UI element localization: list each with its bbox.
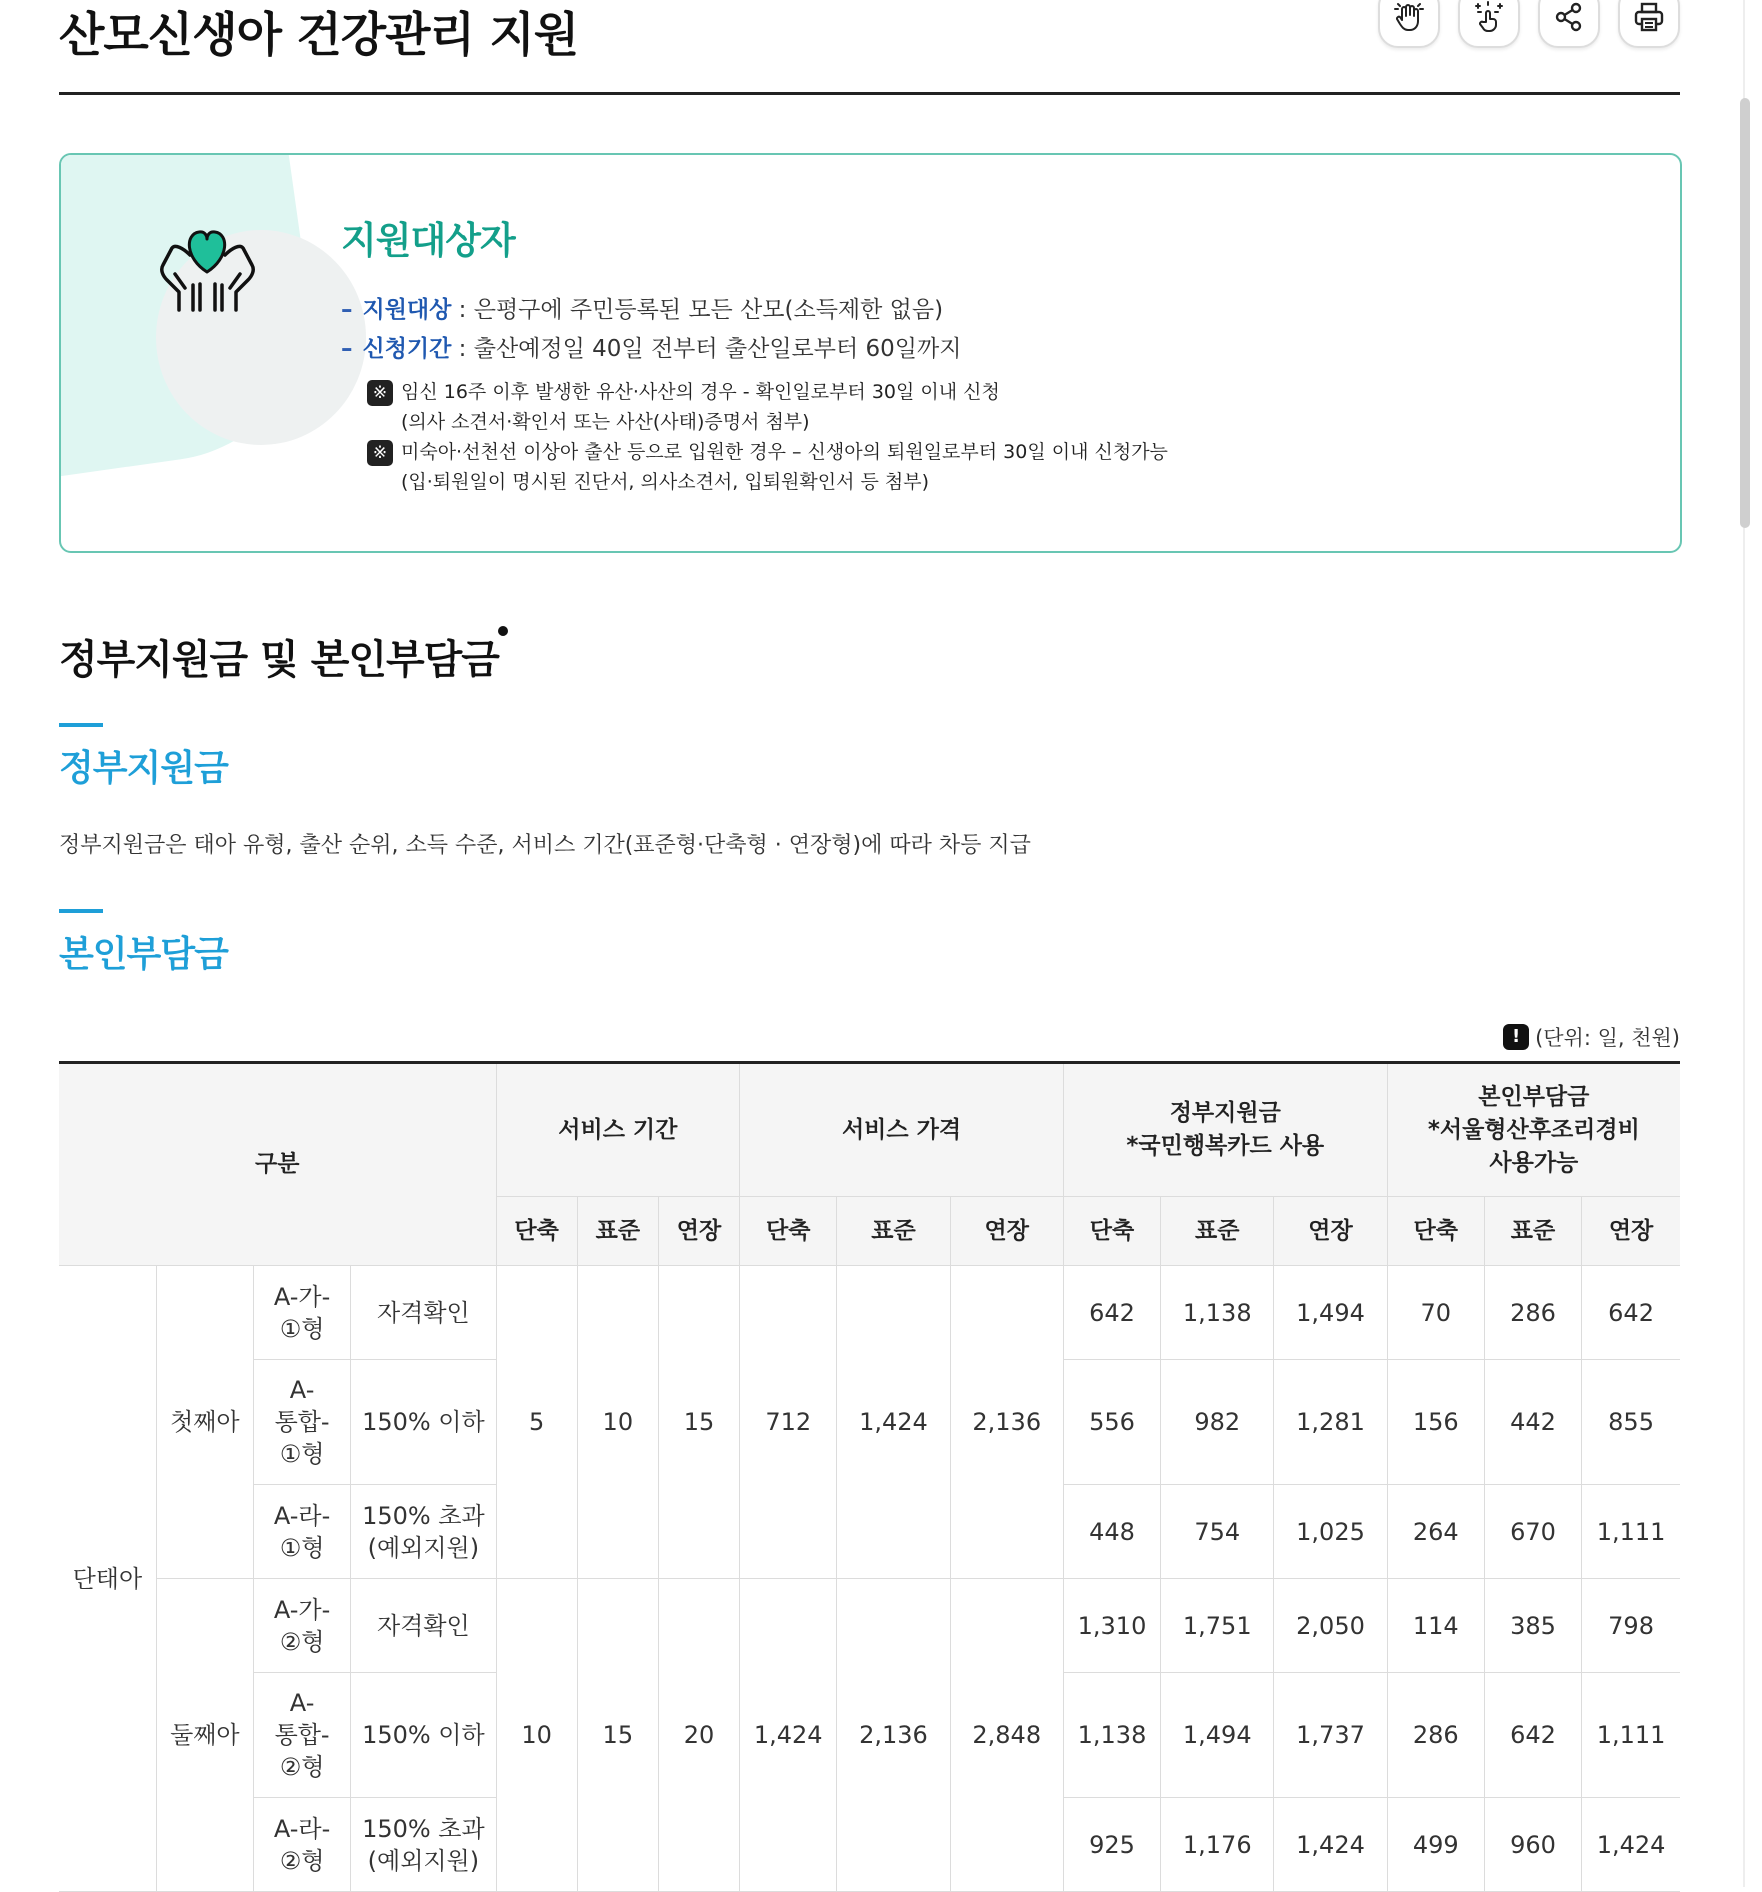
price-cell: 2,848: [950, 1579, 1063, 1892]
toolbar: [1378, 0, 1680, 48]
income-cell: 150% 이하: [351, 1673, 496, 1798]
period-cell: 5: [496, 1266, 577, 1579]
self-cell: 385: [1484, 1579, 1581, 1673]
print-button[interactable]: [1618, 0, 1680, 48]
birth-order-cell: 첫째아: [156, 1266, 253, 1579]
self-cell: 1,111: [1582, 1485, 1680, 1579]
income-cell: 150% 이하: [351, 1360, 496, 1485]
self-cell: 442: [1484, 1360, 1581, 1485]
support-target-item: [341, 291, 943, 324]
subheader-cell: 단축: [1063, 1197, 1160, 1266]
header-service-price: 서비스 가격: [740, 1063, 1064, 1197]
self-cell: 1,424: [1582, 1798, 1680, 1892]
note-line: (의사 소견서·확인서 또는 사산(사태)증명서 첨부): [401, 411, 810, 433]
self-cell: 499: [1387, 1798, 1484, 1892]
gov-cell: 448: [1063, 1485, 1160, 1579]
gov-cell: 1,138: [1161, 1266, 1274, 1360]
fetus-type-cell: 단태아: [59, 1266, 156, 1892]
hand-button[interactable]: [1378, 0, 1440, 48]
period-cell: 10: [496, 1579, 577, 1892]
note-line: 미숙아·선천선 이상아 출산 등으로 입원한 경우 – 신생아의 퇴원일로부터 30일 이내 신청가능: [401, 441, 1168, 463]
gov-cell: 1,138: [1063, 1673, 1160, 1798]
self-cell: 264: [1387, 1485, 1484, 1579]
subheader-cell: 연장: [1582, 1197, 1680, 1266]
self-cell: 70: [1387, 1266, 1484, 1360]
self-cell: 286: [1484, 1266, 1581, 1360]
subheader-cell: 연장: [950, 1197, 1063, 1266]
gov-cell: 1,310: [1063, 1579, 1160, 1673]
income-cell: 자격확인: [351, 1579, 496, 1673]
note-item: [367, 437, 1168, 497]
unit-text: (단위: 일, 천원): [1535, 1026, 1680, 1050]
item-value: : 은평구에 주민등록된 모든 산모(소득제한 없음): [451, 297, 944, 323]
subheader-cell: 단축: [1387, 1197, 1484, 1266]
price-cell: 2,136: [950, 1266, 1063, 1579]
scrollbar-thumb[interactable]: [1740, 98, 1750, 528]
subheader-cell: 표준: [577, 1197, 658, 1266]
self-cell: 798: [1582, 1579, 1680, 1673]
gov-cell: 1,281: [1274, 1360, 1387, 1485]
item-key: 지원대상: [362, 297, 452, 323]
subheader-cell: 표준: [1484, 1197, 1581, 1266]
table-row: [59, 1266, 1680, 1360]
period-cell: 20: [658, 1579, 739, 1892]
self-cell: 1,111: [1582, 1673, 1680, 1798]
page-content: [59, 0, 1680, 1875]
share-button[interactable]: [1538, 0, 1600, 48]
gov-cell: 1,494: [1161, 1673, 1274, 1798]
gov-subsidy-description: 정부지원금은 태아 유형, 출산 순위, 소득 수준, 서비스 기간(표준형·단축형 · 연장형)에 따라 차등 지급: [59, 833, 1031, 858]
price-cell: 2,136: [837, 1579, 950, 1892]
self-pay-heading: 본인부담금: [59, 934, 228, 975]
subheader-cell: 표준: [837, 1197, 950, 1266]
note-item: [367, 377, 1000, 437]
gov-cell: 1,176: [1161, 1798, 1274, 1892]
price-cell: 1,424: [740, 1579, 837, 1892]
period-cell: 15: [658, 1266, 739, 1579]
share-icon: [1552, 0, 1586, 34]
gov-cell: 982: [1161, 1360, 1274, 1485]
hand-icon: [1392, 0, 1426, 34]
header-gubun: 구분: [59, 1063, 496, 1266]
self-cell: 855: [1582, 1360, 1680, 1485]
self-cell: 114: [1387, 1579, 1484, 1673]
self-cell: 286: [1387, 1673, 1484, 1798]
header-gov-subsidy: 정부지원금 *국민행복카드 사용: [1063, 1063, 1387, 1197]
support-heading: 지원대상자: [341, 219, 515, 262]
gov-cell: 2,050: [1274, 1579, 1387, 1673]
subheader-cell: 연장: [658, 1197, 739, 1266]
subheader-cell: 표준: [1161, 1197, 1274, 1266]
heart-hands-icon: [145, 210, 270, 335]
fee-table: [59, 1061, 1680, 1892]
page-title: 산모신생아 건강관리 지원: [59, 8, 579, 63]
item-value: : 출산예정일 40일 전부터 출산일로부터 60일까지: [451, 336, 962, 362]
gov-cell: 1,737: [1274, 1673, 1387, 1798]
type-cell: A-라- ①형: [253, 1485, 350, 1579]
type-cell: A-가- ①형: [253, 1266, 350, 1360]
self-cell: 960: [1484, 1798, 1581, 1892]
gov-cell: 754: [1161, 1485, 1274, 1579]
type-cell: A-라- ②형: [253, 1798, 350, 1892]
note-line: 임신 16주 이후 발생한 유산·사산의 경우 - 확인일로부터 30일 이내 신청: [401, 381, 1000, 403]
print-icon: [1632, 0, 1666, 34]
dash-marker: –: [341, 297, 353, 323]
type-cell: A- 통합- ①형: [253, 1360, 350, 1485]
table-row: [59, 1579, 1680, 1673]
gov-cell: 1,494: [1274, 1266, 1387, 1360]
period-cell: 15: [577, 1579, 658, 1892]
self-cell: 156: [1387, 1360, 1484, 1485]
subheader-cell: 단축: [740, 1197, 837, 1266]
touch-button[interactable]: [1458, 0, 1520, 48]
self-cell: 642: [1582, 1266, 1680, 1360]
birth-order-cell: 둘째아: [156, 1579, 253, 1892]
gov-cell: 1,751: [1161, 1579, 1274, 1673]
touch-icon: [1472, 0, 1506, 34]
application-period-item: [341, 330, 961, 363]
price-cell: 1,424: [837, 1266, 950, 1579]
header-self-pay: 본인부담금 *서울형산후조리경비 사용가능: [1387, 1063, 1680, 1197]
subheader-cell: 단축: [496, 1197, 577, 1266]
income-cell: 자격확인: [351, 1266, 496, 1360]
gov-cell: 925: [1063, 1798, 1160, 1892]
support-target-box: [59, 153, 1682, 553]
dash-marker: –: [341, 336, 353, 362]
subheading-bar: [59, 909, 103, 913]
type-cell: A-가- ②형: [253, 1579, 350, 1673]
income-cell: 150% 초과 (예외지원): [351, 1798, 496, 1892]
self-cell: 670: [1484, 1485, 1581, 1579]
gov-cell: 556: [1063, 1360, 1160, 1485]
unit-note: [1503, 1022, 1680, 1052]
income-cell: 150% 초과 (예외지원): [351, 1485, 496, 1579]
gov-cell: 642: [1063, 1266, 1160, 1360]
type-cell: A- 통합- ②형: [253, 1673, 350, 1798]
subheading-bar: [59, 723, 103, 727]
note-line: (입·퇴원일이 명시된 진단서, 의사소견서, 입퇴원확인서 등 첨부): [401, 471, 930, 493]
subheader-cell: 연장: [1274, 1197, 1387, 1266]
period-cell: 10: [577, 1266, 658, 1579]
header-service-period: 서비스 기간: [496, 1063, 740, 1197]
gov-subsidy-heading: 정부지원금: [59, 748, 228, 789]
section-heading: 정부지원금 및 본인부담금: [59, 637, 499, 683]
gov-cell: 1,424: [1274, 1798, 1387, 1892]
title-bar: [59, 0, 1680, 95]
self-cell: 642: [1484, 1673, 1581, 1798]
price-cell: 712: [740, 1266, 837, 1579]
alert-icon: !: [1503, 1024, 1529, 1050]
note-icon: ※: [367, 440, 393, 466]
note-icon: ※: [367, 380, 393, 406]
heading-dot: [498, 626, 508, 636]
gov-cell: 1,025: [1274, 1485, 1387, 1579]
item-key: 신청기간: [362, 336, 452, 362]
